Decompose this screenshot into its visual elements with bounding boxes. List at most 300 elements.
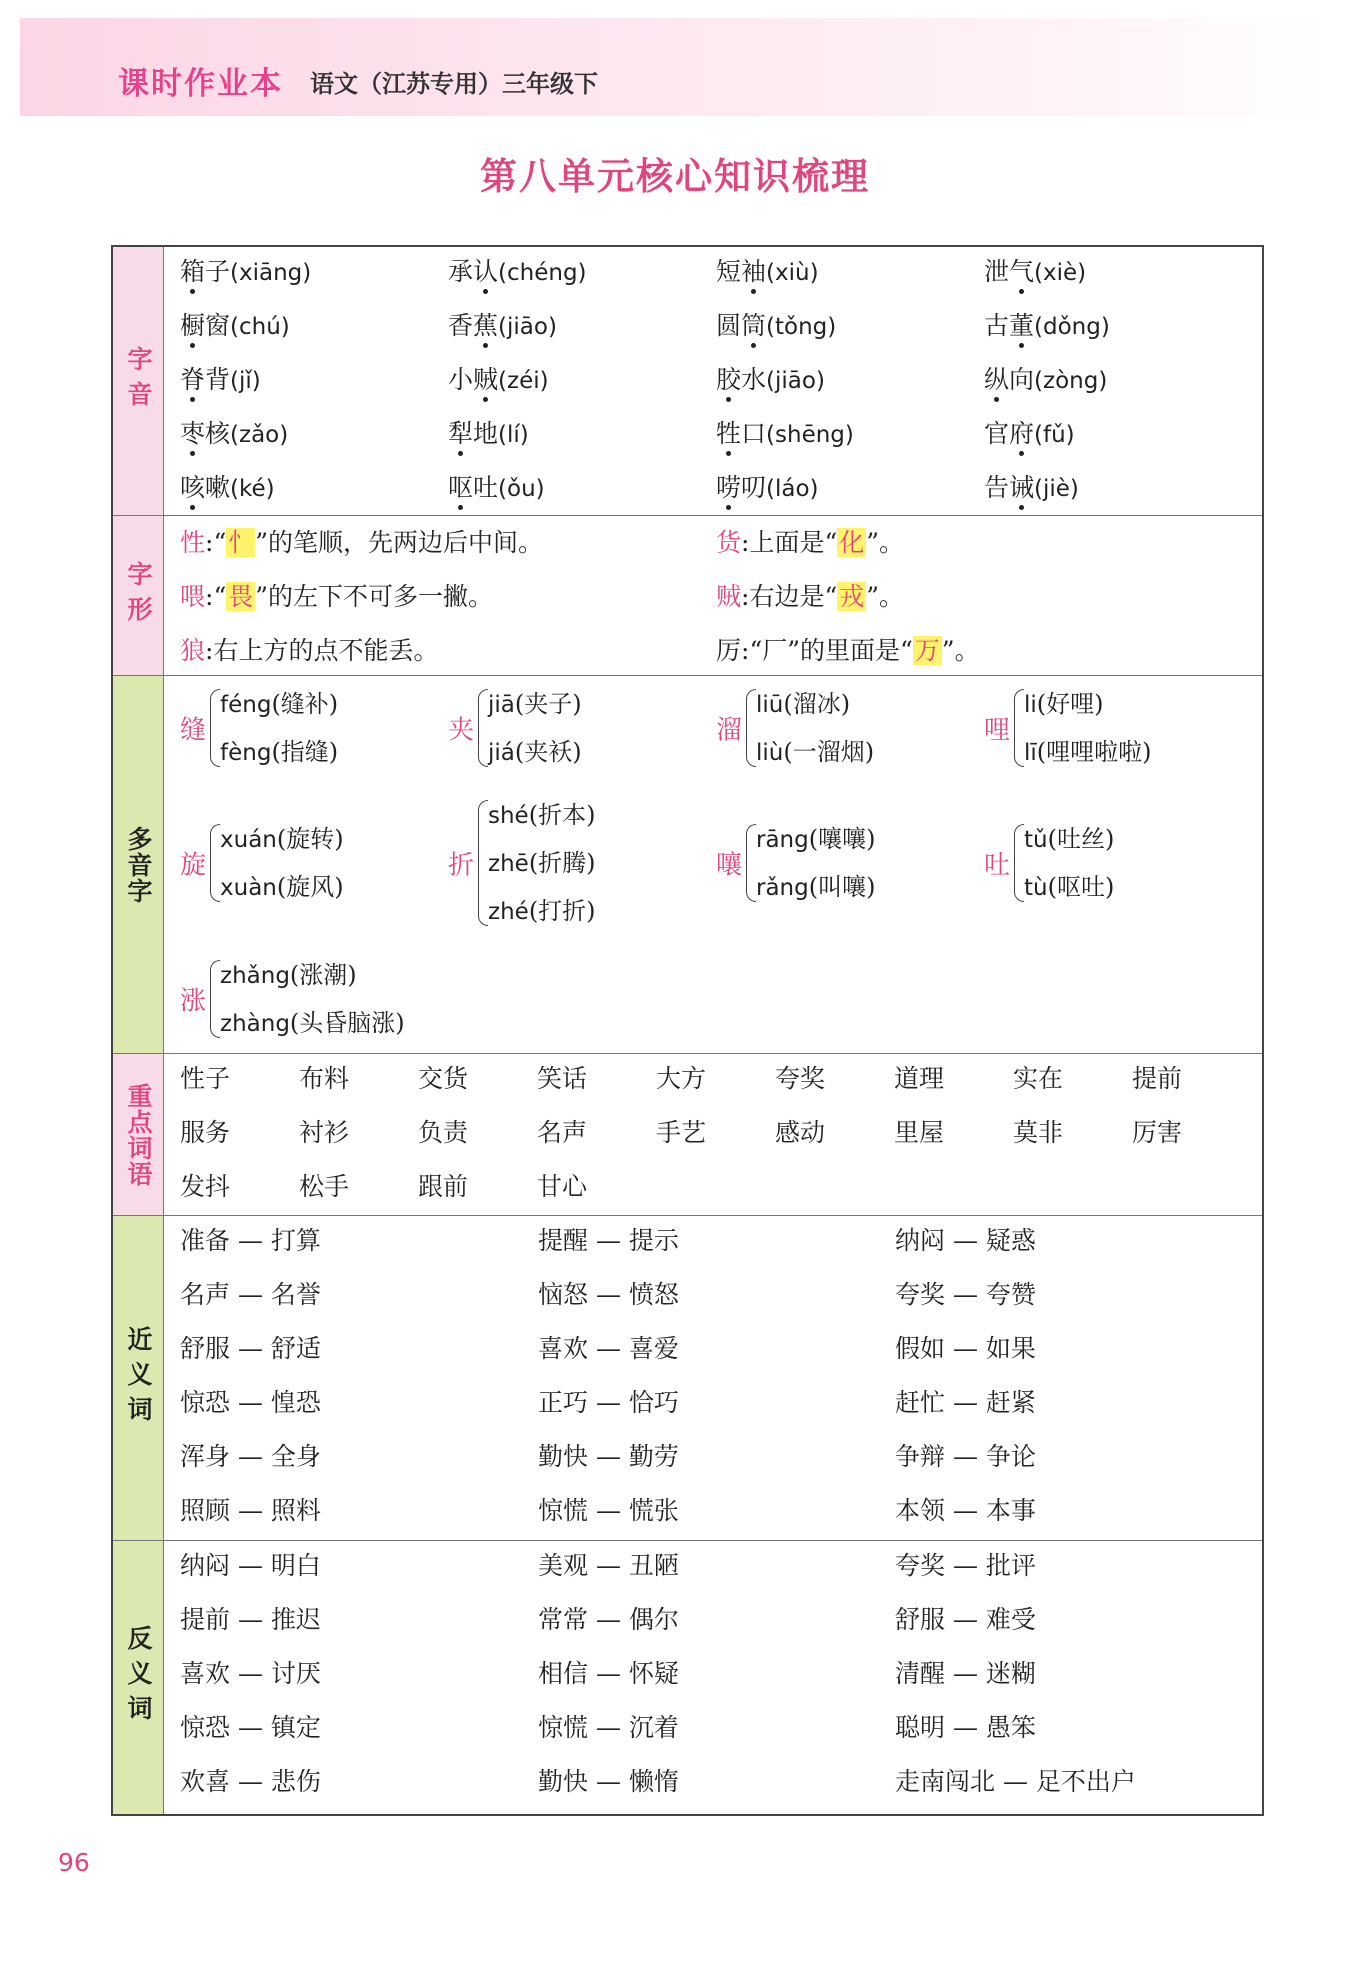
polyphone-char: 哩 [984,715,1011,746]
example-word: (哩哩啦啦) [1036,738,1152,766]
antonym-pair [895,1713,1036,1743]
polyphone-char: 涨 [180,986,207,1017]
dash: — [588,1659,629,1688]
key-word: 性子 [180,1064,231,1093]
synonym-pair [538,1496,679,1526]
highlight-char: 戎 [839,582,865,611]
pinyin: (jiāo) [498,314,557,340]
synonym-pair [895,1334,1036,1364]
pronunciation-item [448,473,545,504]
dotted-char: 蕉 [473,311,499,340]
example-word: (打折) [528,897,596,925]
polyphone-char: 嚷 [716,850,743,881]
word-a: 恼怒 [538,1280,589,1309]
synonym-pair [538,1280,679,1310]
word-a: 提前 [180,1605,231,1634]
dash: — [588,1388,629,1417]
key-word: 跟前 [418,1172,469,1201]
synonym-pair [895,1280,1036,1310]
dash: — [945,1226,986,1255]
word-text: 古 [984,311,1010,340]
pinyin: li [1024,692,1037,718]
brace [1014,824,1024,902]
word-b: 丑陋 [628,1551,679,1580]
section-polyphones [113,675,1262,1053]
form-note [716,636,980,666]
word-a: 名声 [180,1280,231,1309]
pronunciation-item [448,365,549,396]
dash: — [588,1605,629,1634]
dash: — [230,1388,271,1417]
dotted-char: 袖 [741,257,767,286]
pinyin: (láo) [766,476,819,502]
word-a: 勤快 [538,1767,589,1796]
form-note [716,582,904,612]
note-text: :“ [205,582,227,611]
dash: — [588,1551,629,1580]
dotted-char: 诫 [1009,473,1035,502]
word-b: 慌张 [628,1496,679,1525]
synonym-pair [180,1496,321,1526]
pinyin: (chú) [230,314,290,340]
word-a: 舒服 [180,1334,231,1363]
pinyin: rāng [756,827,809,853]
word-b: 偶尔 [628,1605,679,1634]
word-a: 提醒 [538,1226,589,1255]
example-word: (呕吐) [1047,873,1115,901]
reading [488,800,595,831]
word-text: 圆 [716,311,742,340]
pinyin: xuán [220,827,277,853]
antonym-pair [180,1767,321,1797]
dotted-char: 贼 [473,365,499,394]
pinyin: (jǐ) [230,368,261,394]
word-a: 夸奖 [895,1551,946,1580]
dotted-char: 橱 [180,311,206,340]
dash: — [230,1334,271,1363]
pinyin: (zǎo) [230,422,289,448]
pronunciation-item [448,257,587,288]
reading [220,689,338,720]
word-a: 赶忙 [895,1388,946,1417]
word-text: 承 [448,257,474,286]
key-word: 里屋 [894,1118,945,1147]
antonym-pair [180,1605,321,1635]
dotted-char: 纵 [984,365,1010,394]
word-b: 懒惰 [628,1767,679,1796]
section-pronunciation [113,247,1262,515]
antonym-pair [538,1767,679,1797]
dotted-char: 咳 [180,473,206,502]
example-word: (折腾) [528,849,596,877]
word-a: 美观 [538,1551,589,1580]
word-a: 纳闷 [895,1226,946,1255]
dotted-char: 胶 [716,365,742,394]
reading [220,737,338,768]
antonym-pair [895,1605,1036,1635]
reading [488,896,596,927]
dash: — [588,1496,629,1525]
section-label-synonyms: 近义词 [113,1216,164,1540]
word-a: 惊慌 [538,1496,589,1525]
section-label-polyphones: 多音字 [113,676,164,1053]
dash: — [945,1551,986,1580]
pinyin: (ǒu) [498,476,545,502]
section-label-key-words: 重点词语 [113,1054,164,1215]
pronunciation-item [180,257,311,288]
word-text: 口 [741,419,767,448]
dotted-char: 筒 [741,311,767,340]
target-char: 贼 [716,582,742,611]
example-word: (旋风) [276,873,344,901]
brace [746,824,756,902]
key-word: 大方 [656,1064,707,1093]
word-b: 照料 [270,1496,321,1525]
word-a: 喜欢 [180,1659,231,1688]
book-subtitle: 语文（江苏专用）三年级下 [310,70,598,98]
pinyin: liù [756,740,784,766]
key-word: 提前 [1132,1064,1183,1093]
pinyin: jiá [488,740,515,766]
brace [210,824,220,902]
word-a: 惊恐 [180,1713,231,1742]
pinyin: (shēng) [766,422,854,448]
word-b: 讨厌 [270,1659,321,1688]
dash: — [230,1713,271,1742]
synonym-pair [895,1496,1036,1526]
example-word: (吐丝) [1047,825,1115,853]
reading [1024,689,1104,720]
word-b: 镇定 [270,1713,321,1742]
word-b: 愚笨 [985,1713,1036,1742]
key-word: 名声 [537,1118,588,1147]
pinyin: (lí) [498,422,529,448]
example-word: (夹子) [514,690,582,718]
pinyin: fèng [220,740,272,766]
dotted-char: 犁 [448,419,474,448]
dotted-char: 气 [1009,257,1035,286]
pinyin: (xiù) [766,260,819,286]
dash: — [588,1280,629,1309]
pinyin: (ké) [230,476,275,502]
example-word: (叫嚷) [808,873,876,901]
word-text: 吐 [473,473,499,502]
word-b: 舒适 [270,1334,321,1363]
polyphone-char: 吐 [984,850,1011,881]
dash: — [945,1388,986,1417]
synonym-pair [180,1280,321,1310]
key-word: 布料 [299,1064,350,1093]
pinyin: tǔ [1024,827,1048,853]
dotted-char: 箱 [180,257,206,286]
polyphone-char: 折 [448,850,475,881]
book-series-title: 课时作业本 [118,66,283,102]
pinyin: lī [1024,740,1037,766]
polyphone-char: 夹 [448,715,475,746]
form-note [180,636,438,666]
form-note [180,528,543,558]
target-char: 厉 [716,636,742,665]
pronunciation-item [180,419,288,450]
pinyin: zhǎng [220,963,290,989]
word-a: 欢喜 [180,1767,231,1796]
dash: — [945,1605,986,1634]
pronunciation-item [716,419,854,450]
word-text: 短 [716,257,742,286]
example-word: (嚷嚷) [808,825,876,853]
word-a: 惊慌 [538,1713,589,1742]
word-a: 惊恐 [180,1388,231,1417]
example-word: (好哩) [1036,690,1104,718]
highlight-char: 畏 [228,582,254,611]
key-word: 衬衫 [299,1118,350,1147]
word-text: 向 [1009,365,1035,394]
form-note [180,582,493,612]
pronunciation-content [164,247,1262,515]
knowledge-table [111,245,1264,1816]
word-text: 背 [205,365,231,394]
key-word: 负责 [418,1118,469,1147]
highlight-char: 忄 [228,528,254,557]
word-a: 准备 [180,1226,231,1255]
synonym-pair [538,1226,679,1256]
dash: — [230,1226,271,1255]
pinyin: zhé [488,899,529,925]
pronunciation-item [984,257,1086,288]
key-words-content [164,1054,1262,1215]
pinyin: (xiāng) [230,260,312,286]
pinyin: zhē [488,851,529,877]
dash: — [995,1767,1036,1796]
synonym-pair [180,1334,321,1364]
word-b: 打算 [270,1226,321,1255]
pinyin: shé [488,803,529,829]
word-a: 本领 [895,1496,946,1525]
note-text: ”的笔顺，先两边后中间。 [255,528,544,557]
pronunciation-item [180,365,261,396]
antonym-pair [538,1713,679,1743]
pinyin: tù [1024,875,1048,901]
note-text: ”。 [866,582,905,611]
antonyms-content [164,1541,1262,1814]
reading [220,960,357,991]
key-word: 手艺 [656,1118,707,1147]
word-b: 明白 [270,1551,321,1580]
antonym-pair [180,1659,321,1689]
reading [1024,872,1114,903]
reading [756,824,875,855]
target-char: 性 [180,528,206,557]
note-text: :“ [205,528,227,557]
word-a: 聪明 [895,1713,946,1742]
note-text: :右边是“ [741,582,838,611]
reading [220,872,344,903]
key-word: 实在 [1013,1064,1064,1093]
word-text: 地 [473,419,499,448]
note-text: ”。 [866,528,905,557]
word-b: 喜爱 [628,1334,679,1363]
dotted-char: 认 [473,257,499,286]
reading [488,737,582,768]
word-text: 泄 [984,257,1010,286]
pronunciation-item [716,473,819,504]
pronunciation-item [716,311,836,342]
word-b: 争论 [985,1442,1036,1471]
pinyin: (jiè) [1034,476,1079,502]
note-text: :“厂”的里面是“ [741,636,913,665]
pronunciation-item [448,311,557,342]
word-text: 小 [448,365,474,394]
antonym-pair [538,1551,679,1581]
pronunciation-item [984,419,1075,450]
word-text: 子 [205,257,231,286]
reading [488,689,582,720]
key-word: 甘心 [537,1172,588,1201]
word-text: 窗 [205,311,231,340]
key-word: 交货 [418,1064,469,1093]
section-form [113,515,1262,675]
brace [478,800,488,926]
note-text: :上面是“ [741,528,838,557]
dash: — [945,1442,986,1471]
section-label-pronunciation: 字音 [113,247,164,515]
page-number: 96 [58,1848,90,1877]
word-a: 常常 [538,1605,589,1634]
word-text: 告 [984,473,1010,502]
highlight-char: 化 [839,528,865,557]
antonym-pair [895,1767,1136,1797]
dash: — [945,1496,986,1525]
word-b: 推迟 [270,1605,321,1634]
antonym-pair [895,1659,1036,1689]
key-word: 莫非 [1013,1118,1064,1147]
example-word: (旋转) [276,825,344,853]
word-a: 照顾 [180,1496,231,1525]
brace [478,689,488,767]
word-b: 勤劳 [628,1442,679,1471]
pinyin: féng [220,692,272,718]
example-word: (头昏脑涨) [289,1009,405,1037]
dash: — [230,1767,271,1796]
pinyin: (zéi) [498,368,549,394]
key-word: 道理 [894,1064,945,1093]
word-b: 赶紧 [985,1388,1036,1417]
highlight-char: 万 [914,636,940,665]
reading [756,737,874,768]
pronunciation-item [716,365,825,396]
dash: — [945,1280,986,1309]
dash: — [230,1551,271,1580]
dash: — [230,1442,271,1471]
pinyin: (fǔ) [1034,422,1075,448]
word-b: 提示 [628,1226,679,1255]
note-text: :右上方的点不能丢。 [205,636,439,665]
word-a: 夸奖 [895,1280,946,1309]
dotted-char: 董 [1009,311,1035,340]
synonym-pair [180,1226,321,1256]
word-b: 批评 [985,1551,1036,1580]
reading [756,872,875,903]
key-word: 笑话 [537,1064,588,1093]
word-b: 愤怒 [628,1280,679,1309]
dash: — [588,1226,629,1255]
example-word: (涨潮) [289,961,357,989]
pronunciation-item [984,311,1110,342]
word-a: 争辩 [895,1442,946,1471]
antonym-pair [180,1713,321,1743]
key-word: 发抖 [180,1172,231,1201]
section-antonyms [113,1540,1262,1814]
polyphone-char: 溜 [716,715,743,746]
synonym-pair [180,1442,321,1472]
note-text: ”。 [941,636,980,665]
pronunciation-item [984,365,1107,396]
word-b: 悲伤 [270,1767,321,1796]
brace [210,960,220,1038]
word-a: 喜欢 [538,1334,589,1363]
dash: — [588,1713,629,1742]
section-label-antonyms: 反义词 [113,1541,164,1814]
word-a: 纳闷 [180,1551,231,1580]
word-a: 相信 [538,1659,589,1688]
word-text: 香 [448,311,474,340]
form-note [716,528,904,558]
reading [488,848,596,879]
example-word: (夹袄) [514,738,582,766]
word-a: 舒服 [895,1605,946,1634]
example-word: (折本) [528,801,596,829]
dash: — [945,1334,986,1363]
pinyin: zhàng [220,1011,290,1037]
word-a: 浑身 [180,1442,231,1471]
example-word: (指缝) [271,738,339,766]
synonym-pair [538,1442,679,1472]
key-word: 服务 [180,1118,231,1147]
word-a: 正巧 [538,1388,589,1417]
pinyin: liū [756,692,784,718]
synonyms-content [164,1216,1262,1540]
dotted-char: 唠 [716,473,742,502]
pinyin: (jiāo) [766,368,825,394]
pinyin: (tǒng) [766,314,837,340]
dash: — [230,1280,271,1309]
synonym-pair [895,1442,1036,1472]
synonym-pair [538,1334,679,1364]
key-word: 厉害 [1132,1118,1183,1147]
dotted-char: 府 [1009,419,1035,448]
word-b: 本事 [985,1496,1036,1525]
section-key-words [113,1053,1262,1215]
synonym-pair [895,1388,1036,1418]
key-word: 夸奖 [775,1064,826,1093]
target-char: 狼 [180,636,206,665]
pronunciation-item [448,419,529,450]
word-b: 惶恐 [270,1388,321,1417]
dash: — [945,1659,986,1688]
word-b: 如果 [985,1334,1036,1363]
polyphones-content [164,676,1262,1053]
key-word: 感动 [775,1118,826,1147]
polyphone-char: 缝 [180,715,207,746]
dash: — [230,1496,271,1525]
pinyin: (chéng) [498,260,587,286]
pinyin: (zòng) [1034,368,1108,394]
pinyin: xuàn [220,875,277,901]
reading [756,689,850,720]
note-text: ”的左下不可多一撇。 [255,582,494,611]
example-word: (溜冰) [783,690,851,718]
target-char: 货 [716,528,742,557]
